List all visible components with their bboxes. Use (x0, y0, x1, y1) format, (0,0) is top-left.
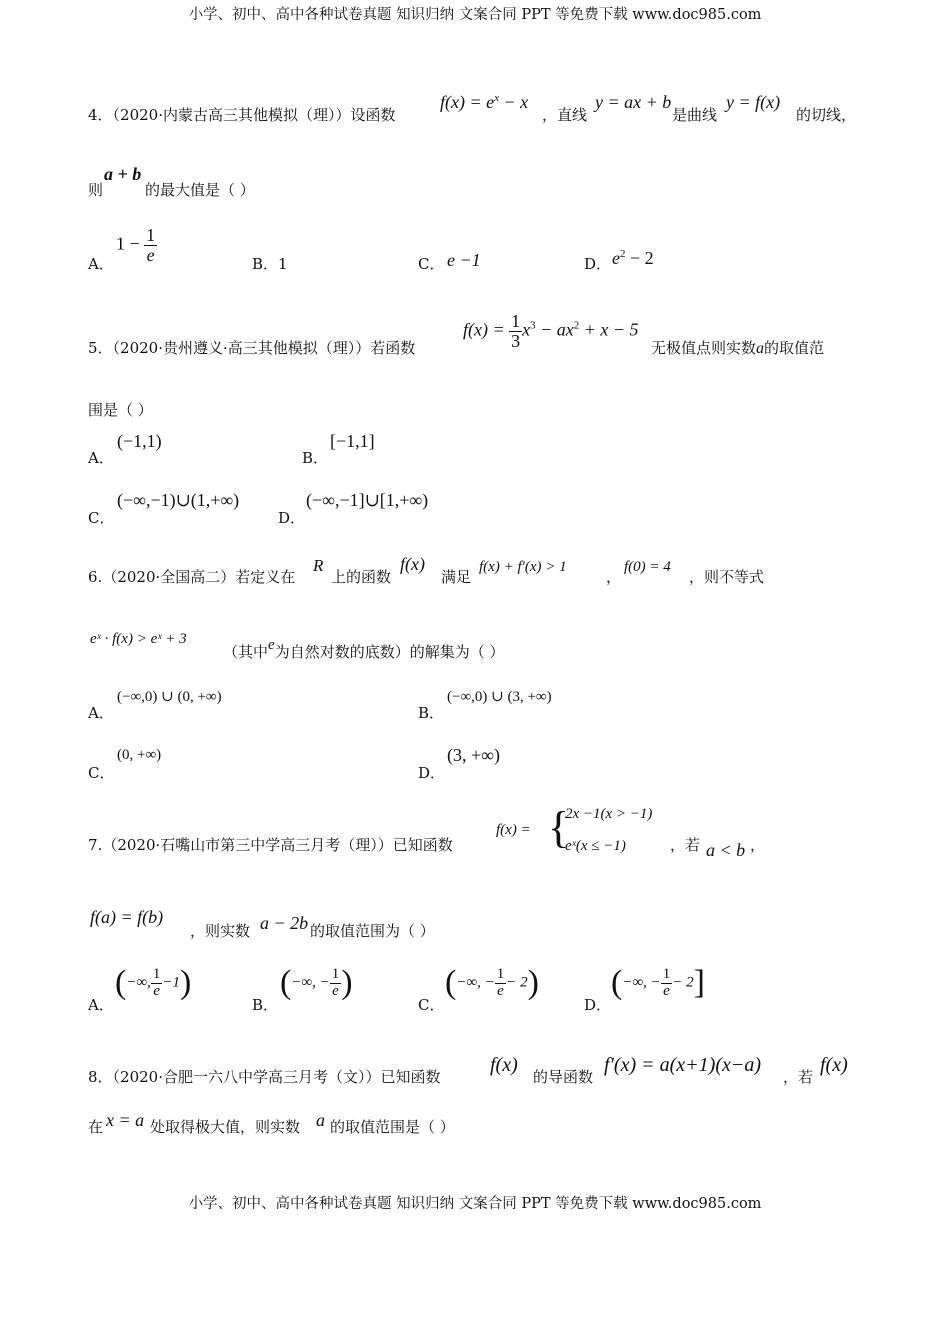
q5-option-d-label: D． (278, 509, 306, 527)
q6-inequality: eˣ · f(x) > eˣ + 3 (90, 631, 187, 647)
q4-mid: ，直线 (542, 106, 588, 124)
q6-mid: 上的函数 (331, 568, 392, 586)
q4-tail: 的切线， (796, 106, 857, 124)
q5-option-c: (−∞,−1)∪(1,+∞) (117, 490, 240, 510)
q8-line2-tail: 的取值范围是（ ） (330, 1118, 455, 1136)
q7-option-a-label: A． (88, 996, 114, 1014)
q7-option-d: (−∞, − $\frac{1}{e}$ − 2] (611, 964, 705, 1001)
q4-line2-tail: 的最大值是（ ） (145, 181, 255, 199)
q6-condition: f(x) + f′(x) > 1 (479, 559, 567, 575)
q4-line: y = ax + b (595, 92, 672, 112)
q7-tail: ， (750, 836, 766, 854)
q7-function-prefix: f(x) = (496, 822, 531, 838)
q5-line2: 围是（ ） (88, 401, 153, 419)
q4-option-a: 1 − $\frac{1}{e}$ (116, 225, 156, 265)
page-footer: 小学、初中、高中各种试卷真题 知识归纳 文案合同 PPT 等免费下载 www.doc985.com (188, 1196, 762, 1212)
q7-equation: f(a) = f(b) (90, 907, 164, 927)
q8-line2-prefix: 在 (88, 1118, 104, 1136)
q7-tail-prefix: ，若 (670, 836, 701, 854)
q7-number: 7. (88, 836, 103, 854)
q6-number: 6. (88, 568, 103, 586)
q6-option-a: (−∞,0) ∪ (0, +∞) (117, 689, 222, 705)
q5-tail: 无极值点则实数a的取值范 (651, 339, 825, 357)
q6-mid2: 满足 (441, 568, 472, 586)
q6-source: （2020·全国高二）若定义在 (102, 568, 296, 586)
q8-fx: f(x) (490, 1054, 518, 1076)
q8-fx2: f(x) (820, 1054, 848, 1076)
q5-option-d: (−∞,−1]∪[1,+∞) (306, 490, 429, 510)
q6-option-d-label: D． (418, 764, 446, 782)
q7-option-a: (−∞, $\frac{1}{e}$ −1) (115, 964, 192, 1001)
q6-option-c-label: C． (88, 764, 115, 782)
q7-option-d-label: D． (584, 996, 612, 1014)
q7-condition: a < b (706, 840, 746, 860)
q4-function: $f(x) = e^x - x$ (440, 92, 529, 112)
q4-option-d: $e^2 - 2$ (612, 248, 654, 268)
q7-expression: a − 2b (260, 913, 309, 933)
q5-option-a-label: A． (88, 449, 114, 467)
q4-ab: a + b (104, 164, 142, 184)
q4-option-a-label: A． (88, 255, 114, 273)
q7-line2-tail: 的取值范围为（ ） (310, 922, 435, 940)
page-header: 小学、初中、高中各种试卷真题 知识归纳 文案合同 PPT 等免费下载 www.doc985.com (188, 7, 762, 23)
q8-number: 8． (88, 1068, 113, 1086)
q5-option-a: (−1,1) (117, 431, 162, 451)
q7-option-c-label: C． (418, 996, 445, 1014)
q4-option-c: e −1 (447, 250, 481, 270)
q8-line2-mid: 处取得极大值，则实数 (150, 1118, 301, 1136)
q4-mid2: 是曲线 (672, 106, 718, 124)
q8-a: a (316, 1110, 325, 1130)
q7-source: （2020·石嘴山市第三中学高三月考（理））已知函数 (102, 836, 453, 854)
q5-number: 5． (88, 339, 113, 357)
q6-option-b: (−∞,0) ∪ (3, +∞) (447, 689, 552, 705)
q8-condition: x = a (106, 1110, 145, 1130)
q7-line2-mid: ，则实数 (190, 922, 251, 940)
q8-source: （2020·合肥一六八中学高三月考（文））已知函数 (112, 1068, 441, 1086)
q5-function: f(x) = $\frac{1}{3}$ $x^3 - ax^2 + x - 5$ (463, 311, 639, 351)
q4-line2-prefix: 则 (88, 181, 104, 199)
q7-brace: { (548, 803, 570, 852)
q6-note: （其中e为自然对数的底数）的解集为（ ） (223, 637, 505, 661)
q4-curve: y = f(x) (726, 92, 781, 112)
q8-mid: 的导函数 (533, 1068, 594, 1086)
q5-option-b-label: B． (302, 449, 329, 467)
q4-number: 4． (88, 106, 113, 124)
q6-option-d: (3, +∞) (447, 745, 500, 765)
q4-option-c-label: C． (418, 255, 445, 273)
q7-option-c: (−∞, − $\frac{1}{e}$ − 2) (445, 964, 539, 1001)
q4-source: （2020·内蒙古高三其他模拟（理））设函数 (112, 106, 396, 124)
q6-condition2: f(0) = 4 (624, 559, 671, 575)
q6-option-b-label: B． (418, 704, 445, 722)
q6-r: R (313, 556, 324, 575)
q6-comma: ， (606, 568, 622, 586)
q7-case1: 2x −1(x > −1) (565, 806, 653, 822)
q6-tail: ，则不等式 (689, 568, 765, 586)
q7-option-b: (−∞, − $\frac{1}{e}$ ) (280, 964, 353, 1001)
q4-option-b: B．1 (252, 255, 288, 273)
q5-option-b: [−1,1] (330, 431, 375, 451)
q4-option-d-label: D． (584, 255, 612, 273)
q8-tail-prefix: ，若 (783, 1068, 814, 1086)
q5-option-c-label: C． (88, 509, 115, 527)
q6-option-a-label: A． (88, 704, 114, 722)
q7-case2: eˣ(x ≤ −1) (565, 838, 626, 854)
q6-fx: f(x) (400, 554, 425, 574)
q5-source: （2020·贵州遵义·高三其他模拟（理））若函数 (112, 339, 416, 357)
q6-option-c: (0, +∞) (117, 747, 162, 763)
q7-option-b-label: B． (252, 996, 279, 1014)
q8-derivative: f′(x) = a(x+1)(x−a) (604, 1054, 762, 1076)
